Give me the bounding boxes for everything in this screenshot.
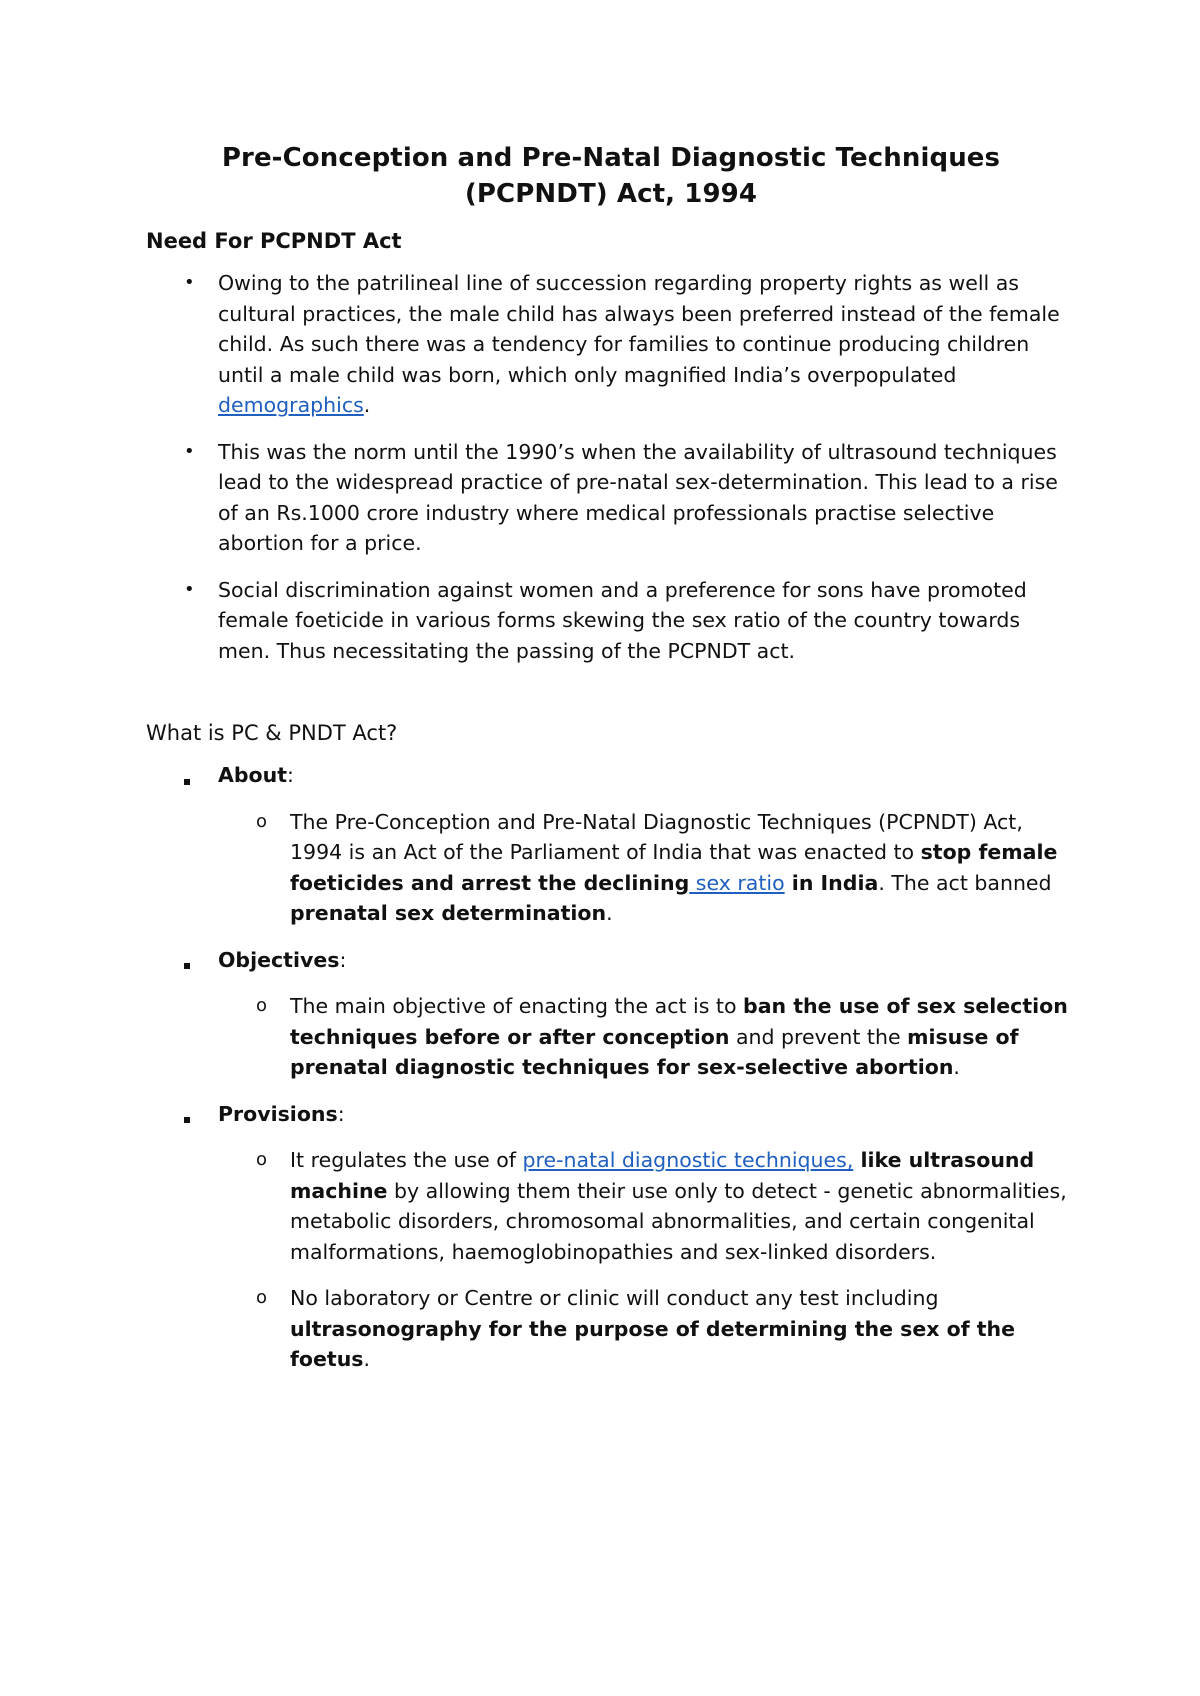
need-heading: Need For PCPNDT Act [146, 229, 402, 253]
need-list [146, 268, 1076, 666]
objectives-label: Objectives [218, 947, 340, 972]
about-bold-3: prenatal sex determination [290, 901, 607, 925]
objectives-bold-2: misuse of prenatal diagnostic techniques for sex-selective abortion [290, 1024, 1019, 1079]
provisions-2-text-1: No laboratory or Centre or clinic will conduct any test including [290, 1286, 939, 1310]
bullet-dot-icon: • [184, 272, 195, 293]
provisions-label: Provisions [218, 1101, 338, 1126]
square-bullet-icon [184, 760, 190, 791]
list-item [146, 760, 1076, 929]
list-item [146, 268, 1076, 421]
spacer [146, 682, 1076, 718]
about-end: . [606, 901, 613, 925]
about-colon: : [287, 763, 294, 787]
circle-bullet-icon: o [256, 1287, 268, 1308]
need-bullet-3-text: Social discrimination against women and a preference for sons have promoted female foeticide in various forms skewing the sex ratio of the country towards men. Thus necessitating the passing of the PCPNDT act. [218, 577, 1027, 663]
about-label: About [218, 763, 288, 787]
provisions-sublist [218, 1145, 1076, 1375]
bullet-dot-icon: • [184, 578, 195, 600]
what-list [146, 760, 1076, 1375]
objectives-text-1: The main objective of enacting the act is to [290, 994, 744, 1018]
bullet-dot-icon: • [184, 440, 195, 462]
pre-natal-techniques-link[interactable]: pre-natal diagnostic techniques, [522, 1148, 854, 1172]
what-heading: What is PC & PNDT Act? [146, 721, 398, 745]
page-title: Pre-Conception and Pre-Natal Diagnostic Techniques (PCPNDT) Act, 1994 [221, 143, 1001, 209]
about-bold-2: in India [784, 870, 879, 895]
list-item [146, 1099, 1076, 1375]
provisions-1-text-1: It regulates the use of [290, 1148, 523, 1172]
objectives-text-2: and prevent the [729, 1024, 908, 1049]
objectives-bold-1: ban the use of sex selection techniques before or after conception [290, 994, 1068, 1049]
provisions-1-bold: like ultrasound machine [290, 1148, 1035, 1203]
document-page [146, 140, 1076, 1391]
circle-bullet-icon: o [256, 1149, 268, 1170]
provisions-2-bold: ultrasonography for the purpose of determining the sex of the foetus [290, 1316, 1016, 1371]
need-bullet-1-end: . [363, 393, 371, 417]
provisions-2-end: . [363, 1347, 371, 1371]
list-item [218, 991, 1076, 1083]
demographics-link[interactable]: demographics [218, 393, 364, 417]
list-item [218, 807, 1076, 929]
square-bullet-icon [184, 945, 190, 976]
circle-bullet-icon: o [256, 995, 268, 1016]
circle-bullet-icon: o [256, 810, 268, 832]
about-bold-1: stop female foeticides and arrest the declining [290, 840, 1058, 895]
provisions-1-text-2: by allowing them their use only to detect - genetic abnormalities, metabolic disorders, chromosomal abnormalities, and certain congenital malformations, haemoglobinopathies and sex-linked disorders. [290, 1178, 1067, 1264]
about-sublist [218, 807, 1076, 929]
list-item [218, 1145, 1076, 1267]
need-bullet-1-text: Owing to the patrilineal line of succession regarding property rights as well as cultural practices, the male child has always been preferred instead of the female child. As such there was a tendency for families to continue producing children until a male child was born, which only magnified India’s overpopulated [218, 271, 1060, 387]
need-bullet-2-text: This was the norm until the 1990’s when the availability of ultrasound techniques lead to the widespread practice of pre-natal sex-determination. This lead to a rise of an Rs.1000 crore industry where medical professionals practise selective abortion for a price. [218, 439, 1058, 555]
objectives-sublist [218, 991, 1076, 1083]
list-item [218, 1283, 1076, 1375]
about-text-2: . The act banned [878, 870, 1052, 895]
list-item [146, 945, 1076, 1083]
square-bullet-icon [184, 1099, 190, 1130]
sex-ratio-link[interactable]: sex ratio [689, 870, 785, 895]
objectives-colon: : [339, 947, 347, 972]
list-item [146, 575, 1076, 667]
objectives-end: . [953, 1055, 960, 1079]
provisions-colon: : [337, 1101, 345, 1126]
about-text-1: The Pre-Conception and Pre-Natal Diagnostic Techniques (PCPNDT) Act, 1994 is an Act of the Parliament of India that was enacted to [290, 809, 1023, 864]
list-item [146, 437, 1076, 559]
